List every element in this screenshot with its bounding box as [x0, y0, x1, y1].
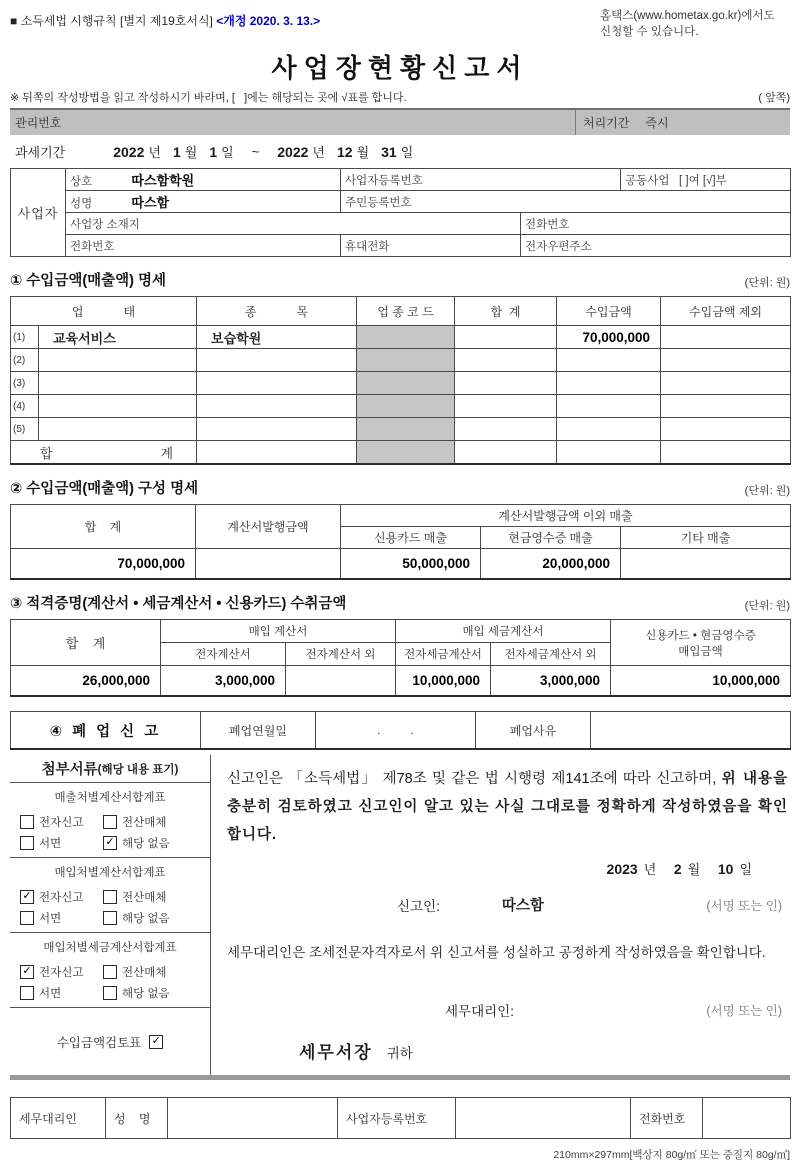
- evidence-value-row: [11, 666, 791, 697]
- section2-title: ② 수입금액(매출액) 구성 명세: [10, 481, 199, 497]
- cash-receipt-sales-value: 20,000,000: [481, 549, 621, 580]
- tax-period-row: [10, 135, 790, 168]
- amount-cell: [557, 395, 661, 418]
- excluded-cell: [661, 418, 791, 441]
- total-cell: [455, 395, 557, 418]
- paper-spec-footer: 210mm×297mm[백상지 80g/㎡ 또는 중질지 80g/㎡]: [553, 1149, 790, 1161]
- agent-name-value: [168, 1098, 338, 1139]
- header-purchase-tax-invoice: 매입 세금계산서: [396, 620, 611, 643]
- processing-time-value: 즉시: [645, 116, 669, 130]
- table-row: [11, 372, 791, 395]
- header-purchase-invoice: 매입 계산서: [161, 620, 396, 643]
- period-tilde: ~: [251, 144, 260, 159]
- checkbox-not-applicable[interactable]: [103, 986, 117, 1000]
- header-invoice-amount: 계산서발행금액: [196, 505, 341, 549]
- invoice-amount-value: [196, 549, 341, 580]
- management-bar: [10, 108, 790, 135]
- business-closure-table: [10, 711, 791, 750]
- unit-year: 년: [312, 145, 325, 160]
- declaration-month: 2: [673, 861, 682, 877]
- checkbox-label: 서면: [39, 913, 62, 925]
- declaration-text-normal: 신고인은 「소득세법」 제78조 및 같은 법 시행령 제141조에 따라 신고하며,: [227, 771, 722, 787]
- col-header-amount: 수입금액: [557, 297, 661, 326]
- etc-sales-value: [621, 549, 791, 580]
- period-start-year: 2022: [113, 143, 145, 160]
- trade-name-label: 상호: [70, 176, 93, 188]
- header-card-cash-purchase: [611, 620, 791, 666]
- revenue-review-row: [10, 1008, 210, 1075]
- checkbox-not-applicable[interactable]: [103, 911, 117, 925]
- closure-reason-value: [591, 712, 791, 750]
- header-cash-receipt-sales: 현금영수증 매출: [481, 527, 621, 549]
- section3-title: ③ 적격증명(계산서 • 세금계산서 • 신용카드) 수취금액: [10, 596, 347, 612]
- col-header-jongmok: 종 목: [197, 297, 357, 326]
- checkbox-row: [10, 830, 210, 851]
- header-card-cash-line2: 매입금액: [678, 645, 723, 658]
- address-label: 사업장 소재지: [70, 218, 140, 231]
- period-end-year: 2022: [277, 143, 309, 160]
- page-title: 사업장현황신고서: [271, 53, 529, 83]
- unit-day: 일: [221, 145, 234, 160]
- section1-title: ① 수입금액(매출액) 명세: [10, 273, 167, 289]
- declaration-year: 2023: [606, 861, 638, 877]
- mobile-cell: [341, 235, 521, 257]
- checkbox-electronic-media[interactable]: [103, 815, 117, 829]
- row-number: (2): [11, 349, 39, 372]
- uptae-cell: [39, 349, 197, 372]
- phone2-label: 전화번호: [70, 240, 115, 253]
- attachments-title: 첨부서류: [41, 762, 98, 778]
- e-tax-invoice-other-value: 3,000,000: [491, 666, 611, 697]
- jongmok-cell: [197, 372, 357, 395]
- checkbox-electronic-media[interactable]: [103, 890, 117, 904]
- agent-phone-value: [703, 1098, 791, 1139]
- total-sales-value: 70,000,000: [11, 549, 196, 580]
- period-end-day: 31: [381, 143, 397, 160]
- processing-time: [575, 110, 790, 135]
- section2-header: [10, 477, 790, 498]
- sign-or-seal-note: (서명 또는 인): [706, 898, 782, 913]
- header-card-sales: 신용카드 매출: [341, 527, 481, 549]
- total-cell: [455, 349, 557, 372]
- declaration-text: [227, 765, 788, 849]
- checkbox-e-filing[interactable]: ✓: [20, 965, 34, 979]
- excluded-cell: [661, 349, 791, 372]
- sum-label-cell: [11, 441, 197, 465]
- unit-day: 일: [400, 145, 414, 160]
- checkbox-label: 전산매체: [122, 967, 167, 979]
- owner-name-label: 성명: [70, 198, 93, 210]
- agent-sign-row: [227, 1000, 788, 1020]
- period-start-day: 1: [209, 143, 218, 160]
- checkbox-label: 해당 없음: [122, 913, 170, 925]
- resident-number-label: 주민등록번호: [345, 196, 412, 209]
- unit-month: 월: [687, 862, 701, 877]
- checkbox-label: 전자신고: [39, 967, 84, 979]
- total-cell: [455, 441, 557, 465]
- table-row: [11, 349, 791, 372]
- instruction-row: [10, 89, 790, 105]
- checkbox-electronic-media[interactable]: [103, 965, 117, 979]
- e-invoice-value: 3,000,000: [161, 666, 286, 697]
- attachment-group-name: 매입처별세금계산서합계표: [43, 942, 177, 954]
- header-etc-sales: 기타 매출: [621, 527, 791, 549]
- owner-name-value: 따스함: [131, 195, 170, 210]
- phone-cell: [521, 213, 791, 235]
- uptae-cell: [39, 418, 197, 441]
- code-cell: [357, 326, 455, 349]
- revenue-detail-table: [10, 296, 791, 465]
- row-number: (3): [11, 372, 39, 395]
- section3-unit: (단위: 원): [744, 600, 790, 612]
- checkbox-label: 서면: [39, 838, 62, 850]
- revision-text: <개정 2020. 3. 13.>: [216, 14, 321, 28]
- tax-agent-table: [10, 1097, 791, 1139]
- unit-year: 년: [643, 862, 657, 877]
- email-cell: [521, 235, 791, 257]
- checkbox-label: 전산매체: [122, 817, 167, 829]
- declarant-label: 신고인:: [397, 898, 440, 914]
- header-total: 합 계: [11, 620, 161, 666]
- checkbox-label: 해당 없음: [122, 838, 170, 850]
- col-header-excluded: 수입금액 제외: [661, 297, 791, 326]
- excluded-cell: [661, 326, 791, 349]
- declarant-sign-row: [227, 894, 788, 915]
- header-other-sales-group: 계산서발행금액 이외 매출: [341, 505, 791, 527]
- checkbox-not-applicable[interactable]: ✓: [103, 836, 117, 850]
- total-cell: [455, 372, 557, 395]
- joint-business-cell: 공동사업 [ ]여 [√]부: [621, 169, 791, 191]
- excluded-cell: [661, 395, 791, 418]
- checkbox-row: [10, 980, 210, 1001]
- section3-header: [10, 592, 790, 613]
- unit-month: 월: [184, 145, 198, 160]
- amount-cell: [557, 349, 661, 372]
- checkbox-revenue-review[interactable]: ✓: [149, 1035, 163, 1049]
- attachments-title-suffix: (해당 내용 표기): [97, 763, 179, 776]
- form-reference: [10, 8, 320, 29]
- closure-reason-label: 폐업사유: [476, 712, 591, 750]
- checkbox-label: 해당 없음: [122, 988, 170, 1000]
- trade-name-value: 따스함학원: [131, 173, 195, 188]
- mobile-label: 휴대전화: [345, 240, 390, 253]
- resident-number-cell: [341, 191, 791, 213]
- checkbox-paper[interactable]: [20, 986, 34, 1000]
- checkbox-e-filing[interactable]: [20, 815, 34, 829]
- amount-cell: [557, 418, 661, 441]
- sum-row: [11, 441, 791, 465]
- unit-year: 년: [148, 145, 161, 160]
- declaration-column: [211, 755, 790, 1075]
- hometax-note-line2: 신청할 수 있습니다.: [600, 26, 699, 38]
- composition-value-row: [11, 549, 791, 580]
- biz-reg-number-cell: [341, 169, 621, 191]
- jongmok-cell: [197, 395, 357, 418]
- biz-reg-number-label: 사업자등록번호: [345, 174, 423, 187]
- table-row: [11, 418, 791, 441]
- attachment-group-name: 매입처별계산서합계표: [54, 867, 166, 879]
- card-cash-purchase-value: 10,000,000: [611, 666, 791, 697]
- code-cell: [357, 441, 455, 465]
- checkbox-row: [10, 884, 210, 905]
- code-cell: [357, 418, 455, 441]
- amount-cell: [557, 372, 661, 395]
- amount-cell: [557, 441, 661, 465]
- agent-name-label: 성 명: [106, 1098, 168, 1139]
- attachment-group-sales-invoice: [10, 783, 210, 858]
- qualified-evidence-table: [10, 619, 791, 697]
- excluded-cell: [661, 372, 791, 395]
- recipient-suffix: 귀하: [386, 1046, 413, 1061]
- header-e-tax-invoice-other: 전자세금계산서 외: [491, 643, 611, 666]
- header-e-invoice-other: 전자계산서 외: [286, 643, 396, 666]
- period-start-month: 1: [172, 143, 181, 160]
- attachment-group-purchase-invoice: [10, 858, 210, 933]
- business-info-table: [10, 168, 791, 257]
- attachments-header: [10, 755, 210, 783]
- code-cell: [357, 395, 455, 418]
- agent-label: 세무대리인:: [445, 1004, 514, 1019]
- sum-label-1: 합: [40, 445, 53, 461]
- agent-phone-label: 전화번호: [631, 1098, 703, 1139]
- management-number-label: 관리번호: [15, 116, 62, 130]
- uptae-cell: [39, 395, 197, 418]
- hometax-note-line1: 홈택스(www.hometax.go.kr)에서도: [600, 10, 775, 22]
- checkbox-row: [10, 905, 210, 926]
- owner-name-cell: [66, 191, 341, 213]
- jongmok-cell: [197, 418, 357, 441]
- jongmok-cell: [197, 441, 357, 465]
- table-row: [11, 326, 791, 349]
- phone2-cell: [66, 235, 341, 257]
- header-e-invoice: 전자계산서: [161, 643, 286, 666]
- attachments-column: [10, 755, 211, 1075]
- checkbox-row: [10, 959, 210, 980]
- amount-cell: 70,000,000: [557, 326, 661, 349]
- row-number: (5): [11, 418, 39, 441]
- total-cell: [455, 326, 557, 349]
- hometax-note: [600, 8, 790, 40]
- declaration-day: 10: [717, 861, 734, 877]
- closure-date-value: . .: [316, 712, 476, 750]
- agent-biz-reg-label: 사업자등록번호: [338, 1098, 456, 1139]
- checkbox-paper[interactable]: [20, 911, 34, 925]
- header-card-cash-line1: 신용카드 • 현금영수증: [645, 629, 756, 642]
- agent-declaration-text: 세무대리인은 조세전문자격자로서 위 신고서를 성실하고 공정하게 작성하였음을 확인합니다.: [227, 945, 766, 960]
- recipient-title: 세무서장: [299, 1043, 373, 1062]
- checkbox-label: 전자신고: [39, 817, 84, 829]
- attachment-group-name: 매출처별계산서합계표: [54, 792, 166, 804]
- header-e-tax-invoice: 전자세금계산서: [396, 643, 491, 666]
- table-row: [11, 395, 791, 418]
- checkbox-label: 전자신고: [39, 892, 84, 904]
- business-section-label: 사업자: [11, 169, 66, 257]
- section4-title: ④ 폐 업 신 고: [11, 712, 201, 750]
- recipient-row: [227, 1038, 788, 1063]
- attachment-group-purchase-tax-invoice: [10, 933, 210, 1008]
- total-cell: [455, 418, 557, 441]
- e-invoice-other-value: [286, 666, 396, 697]
- declarant-name: 따스함: [501, 898, 544, 914]
- agent-biz-reg-value: [456, 1098, 631, 1139]
- agent-row-label: 세무대리인: [11, 1098, 106, 1139]
- form-ref-text: ■ 소득세법 시행규칙 [별지 제19호서식]: [10, 14, 213, 28]
- code-cell: [357, 349, 455, 372]
- form-header: [10, 8, 790, 40]
- checkbox-label: 서면: [39, 988, 62, 1000]
- closure-date-label: 폐업연월일: [201, 712, 316, 750]
- uptae-cell: 교육서비스: [39, 326, 197, 349]
- col-header-code: 업 종 코 드: [357, 297, 455, 326]
- row-number: (4): [11, 395, 39, 418]
- checkbox-paper[interactable]: [20, 836, 34, 850]
- section1-unit: (단위: 원): [744, 277, 790, 289]
- email-label: 전자우편주소: [525, 240, 592, 253]
- revenue-review-label: 수입금액검토표: [56, 1035, 142, 1050]
- card-sales-value: 50,000,000: [341, 549, 481, 580]
- sign-or-seal-note: (서명 또는 인): [706, 1004, 782, 1018]
- declaration-text-bold: 위 내용을 충분히 검토하였고 신고인이 알고 있는 사실 그대로를 정확하게 작성하였음을 확인합니다.: [227, 771, 788, 843]
- header-total: 합 계: [11, 505, 196, 549]
- unit-month: 월: [356, 145, 370, 160]
- row-number: (1): [11, 326, 39, 349]
- section2-unit: (단위: 원): [744, 485, 790, 497]
- period-end-month: 12: [336, 143, 353, 160]
- checkbox-label: 전산매체: [122, 892, 167, 904]
- revenue-composition-table: [10, 504, 791, 580]
- front-page-label: ( 앞쪽): [758, 92, 790, 104]
- col-header-total: 합 계: [455, 297, 557, 326]
- uptae-cell: [39, 372, 197, 395]
- tax-period-label: 과세기간: [15, 145, 66, 160]
- instruction-text: ※ 뒤쪽의 작성방법을 읽고 작성하시기 바라며, [ ]에는 해당되는 곳에 √표를 합니다.: [10, 92, 407, 104]
- processing-time-label: 처리기간: [583, 116, 630, 130]
- jongmok-cell: 보습학원: [197, 326, 357, 349]
- bottom-block: [10, 755, 790, 1080]
- address-cell: [66, 213, 521, 235]
- declaration-date: [227, 859, 752, 878]
- trade-name-cell: [66, 169, 341, 191]
- checkbox-e-filing[interactable]: ✓: [20, 890, 34, 904]
- excluded-cell: [661, 441, 791, 465]
- e-tax-invoice-value: 10,000,000: [396, 666, 491, 697]
- code-cell: [357, 372, 455, 395]
- checkbox-row: [10, 809, 210, 830]
- unit-day: 일: [739, 862, 752, 877]
- phone-label: 전화번호: [525, 218, 570, 231]
- col-header-uptae: 업 태: [11, 297, 197, 326]
- evidence-total-value: 26,000,000: [11, 666, 161, 697]
- jongmok-cell: [197, 349, 357, 372]
- sum-label-2: 계: [160, 445, 174, 461]
- section1-header: [10, 269, 790, 290]
